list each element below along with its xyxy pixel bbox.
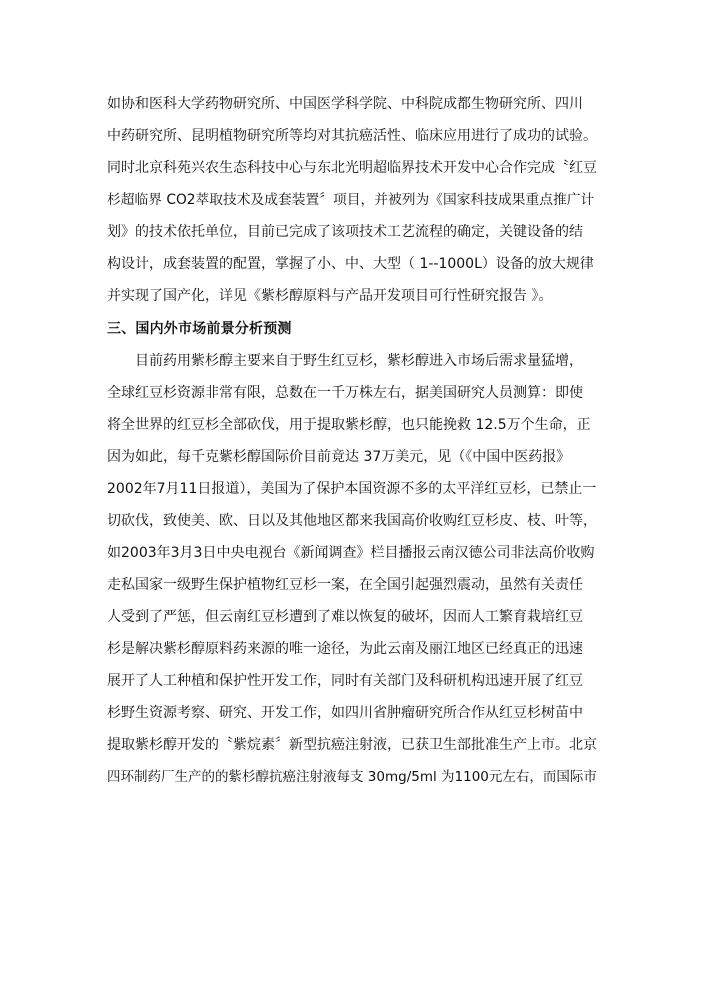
- paragraph-1-line-7: 并实现了国产化，详见《紫杉醇原料与产品开发项目可行性研究报告 》。: [107, 288, 553, 304]
- paragraph-1-line-3: 同时北京科苑兴农生态科技中心与东北光明超临界技术开发中心合作完成〝红豆: [107, 160, 597, 176]
- paragraph-2-line-12: 杉野生资源考察、研究、开发工作，如四川省肿瘤研究所合作从红豆杉树苗中: [107, 705, 583, 721]
- paragraph-1-line-2: 中药研究所、昆明植物研究所等均对其抗癌活性、临床应用进行了成功的试验。: [107, 128, 597, 144]
- paragraph-2-line-4: 因为如此，每千克紫杉醇国际价目前竟达 37万美元，见（《中国中医药报》: [107, 449, 571, 465]
- section-heading: 三、国内外市场前景分析预测: [107, 321, 292, 337]
- paragraph-1-line-5: 划》的技术依托单位，目前已完成了该项技术工艺流程的确定，关键设备的结: [107, 224, 583, 240]
- paragraph-2-line-6: 切砍伐，致使美、欧、日以及其他地区都来我国高价收购红豆杉皮、枝、叶等，: [107, 513, 597, 529]
- paragraph-2-line-7: 如2003年3月3日中央电视台《新闻调查》栏目播报云南汉德公司非法高价收购: [107, 545, 595, 561]
- paragraph-2-line-14: 四环制药厂生产的的紫杉醇抗癌注射液每支 30mg/5ml 为1100元左右，而国际市: [107, 769, 597, 785]
- paragraph-1-line-1: 如协和医科大学药物研究所、中国医学科学院、中科院成都生物研究所、四川: [107, 96, 583, 112]
- paragraph-2-line-8: 走私国家一级野生保护植物红豆杉一案，在全国引起强烈震动，虽然有关责任: [107, 577, 583, 593]
- paragraph-1-line-6: 构设计，成套装置的配置，掌握了小、中、大型（ 1--1000L）设备的放大规律: [107, 256, 594, 272]
- paragraph-2-line-10: 杉是解决紫杉醇原料药来源的唯一途径，为此云南及丽江地区已经真正的迅速: [107, 641, 583, 657]
- paragraph-2-line-13: 提取紫杉醇开发的〝紫烷素〞新型抗癌注射液，已获卫生部批准生产上市。北京: [107, 737, 597, 753]
- paragraph-2-line-1: 目前药用紫杉醇主要来自于野生红豆杉，紫杉醇进入市场后需求量猛增，: [135, 353, 583, 369]
- paragraph-1-line-4: 杉超临界 CO2萃取技术及成套装置〞项目，并被列为《国家科技成果重点推广计: [107, 192, 595, 208]
- paragraph-2-line-11: 展开了人工种植和保护性开发工作，同时有关部门及科研机构迅速开展了红豆: [107, 673, 583, 689]
- paragraph-2-line-3: 将全世界的红豆杉全部砍伐，用于提取紫杉醇，也只能挽救 12.5万个生命，正: [107, 417, 591, 433]
- paragraph-2-line-2: 全球红豆杉资源非常有限，总数在一千万株左右，据美国研究人员测算：即使: [107, 385, 583, 401]
- paragraph-2-line-9: 人受到了严惩，但云南红豆杉遭到了难以恢复的破坏，因而人工繁育栽培红豆: [107, 609, 583, 625]
- paragraph-2-line-5: 2002年7月11日报道），美国为了保护本国资源不多的太平洋红豆杉，已禁止一: [107, 481, 597, 497]
